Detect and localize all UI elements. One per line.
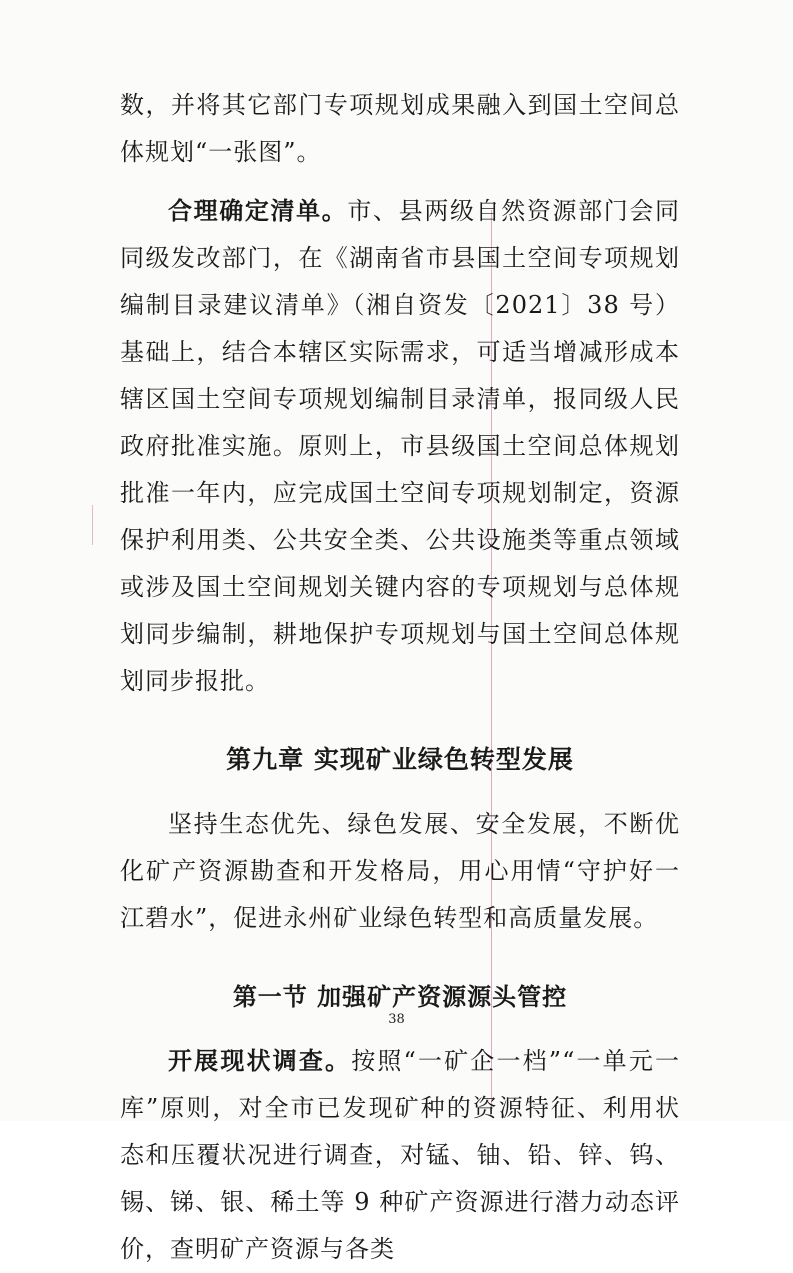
paragraph-lead-text: 合理确定清单。 <box>168 197 348 225</box>
paragraph-body-text: 按照“一矿企一档”“一单元一库”原则，对全市已发现矿种的资源特征、利用状态和压覆状况进行调查，对锰、铀、铅、锌、钨、锡、锑、银、稀土等 9 种矿产资源进行潜力动态评价，查明矿产资源与各类 <box>120 1047 681 1263</box>
chapter-intro-paragraph: 坚持生态优先、绿色发展、安全发展，不断优化矿产资源勘查和开发格局，用心用情“守护好一江碧水”，促进永州矿业绿色转型和高质量发展。 <box>120 810 680 932</box>
paragraph-continuation: 数，并将其它部门专项规划成果融入到国土空间总体规划“一张图”。 <box>120 91 680 166</box>
chapter-heading: 第九章 实现矿业绿色转型发展 <box>226 745 574 774</box>
paragraph-survey <box>120 1038 680 1273</box>
paragraph-body-text: 市、县两级自然资源部门会同同级发改部门，在《湖南省市县国土空间专项规划编制目录建议清单》（湘自资发〔2021〕38 号）基础上，结合本辖区实际需求，可适当增减形成本辖区国土空间专项规划编制目录清单，报同级人民政府批准实施。原则上，市县级国土空间总体规划批准一年内，应完成国土空间专项规划制定，资源保护利用类、公共安全类、公共设施类等重点领域或涉及国土空间规划关键内容的专项规划与总体规划同步编制，耕地保护专项规划与国土空间总体规划同步报批。 <box>120 197 680 695</box>
scan-artifact-mark <box>92 505 93 545</box>
paragraph-lead-text: 开展现状调查。 <box>168 1047 352 1075</box>
section-heading: 第一节 加强矿产资源源头管控 <box>232 982 568 1011</box>
document-body <box>120 82 680 1273</box>
page-number: 38 <box>388 1012 405 1027</box>
paragraph-list-determination <box>120 188 680 705</box>
